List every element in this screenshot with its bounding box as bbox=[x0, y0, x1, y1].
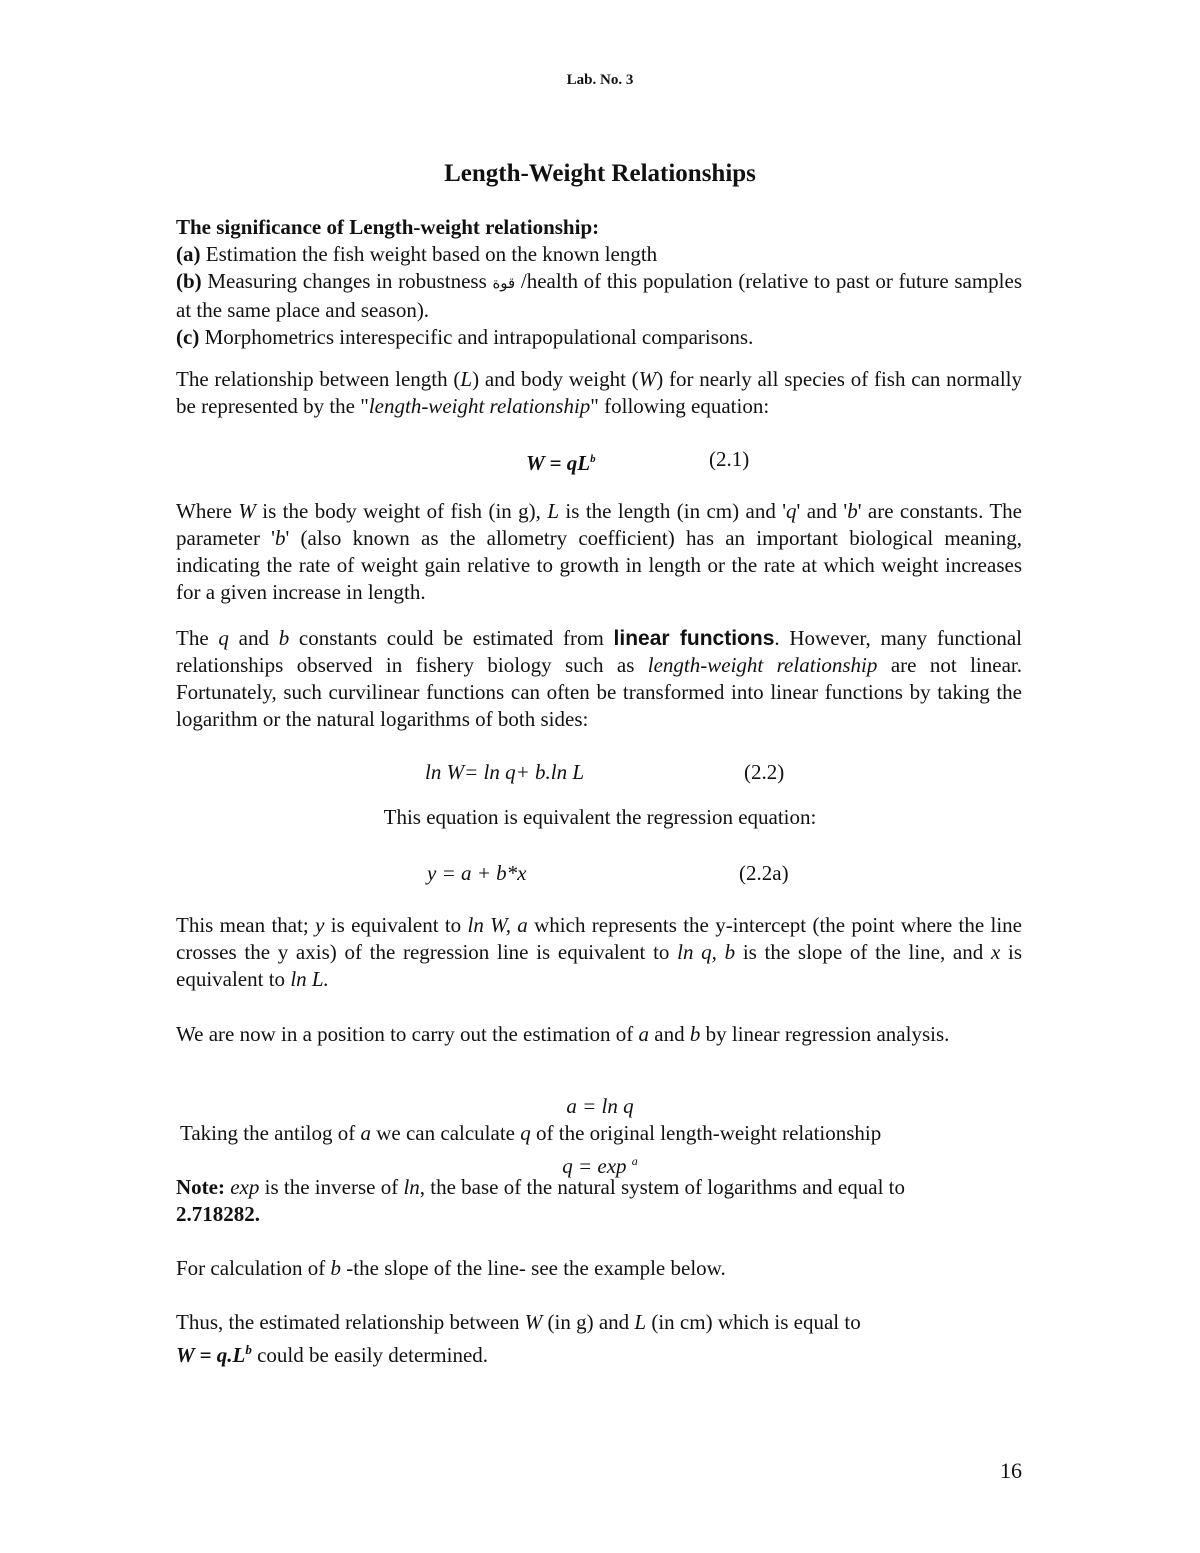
equation-number: (2.1) bbox=[709, 447, 750, 471]
significance-item-b: (b) Measuring changes in robustness قوة /health of this population (relative to past or future samples at the same place and season). bbox=[176, 269, 1023, 322]
equation-2-2a bbox=[0, 858, 1200, 888]
note-paragraph: Note: exp is the inverse of ln, the base of the natural system of logarithms and equal to 2.718282. bbox=[176, 1175, 905, 1226]
equation-a-ln-q: a = ln q bbox=[566, 1094, 634, 1118]
paragraph-estimation: We are now in a position to carry out the estimation of a and b by linear regression analysis. bbox=[176, 1022, 950, 1046]
paragraph-slope: For calculation of b -the slope of the line- see the example below. bbox=[176, 1256, 726, 1280]
paragraph-meaning: This mean that; y is equivalent to ln W, a which represents the y-intercept (the point where the line crosses the y axis) of the regression line is equivalent to ln q, b is the slope of the line, and x is equivalent to ln L. bbox=[176, 913, 1022, 991]
equation-expression: ln W= ln q+ b.ln L bbox=[425, 760, 585, 784]
final-formula: $W = q.L^b$ bbox=[176, 1342, 252, 1367]
paragraph-relationship: The relationship between length (L) and body weight (W) for nearly all species of fish can normally be represented by the "length-weight relationship" following equation: bbox=[176, 367, 1022, 418]
equivalent-sentence: This equation is equivalent the regression equation: bbox=[383, 805, 817, 829]
antilog-sentence: Taking the antilog of a we can calculate q of the original length-weight relationship bbox=[180, 1121, 882, 1145]
equation-2-2 bbox=[0, 757, 1200, 787]
paragraph-where: Where W is the body weight of fish (in g), L is the length (in cm) and 'q' and 'b' are constants. The parameter 'b' (also known as the allometry coefficient) has an important biological meaning, indicating the rate of weight gain relative to growth in length or the rate at which weight increases for a given increase in length. bbox=[176, 499, 1023, 604]
paragraph-constants: The q and b constants could be estimated from linear functions. However, many functional relationships observed in fishery biology such as length-weight relationship are not linear. Fortunately, such curvilinear functions can often be transformed into linear functions by taking the logarithm or the natural logarithms of both sides: bbox=[176, 626, 1022, 731]
page-title: Length-Weight Relationships bbox=[444, 160, 756, 187]
significance-heading: The significance of Length-weight relationship: bbox=[176, 215, 600, 239]
significance-item-c: (c) Morphometrics interespecific and intrapopulational comparisons. bbox=[176, 325, 754, 349]
equation-number: (2.2) bbox=[744, 760, 785, 784]
page-header: Lab. No. 3 bbox=[566, 72, 634, 88]
equation-expression: y = a + b*x bbox=[427, 861, 527, 885]
arabic-word: قوة bbox=[492, 274, 516, 292]
page-number: 16 bbox=[1000, 1458, 1022, 1483]
equation-q-exp: q = exp $^a$ bbox=[562, 1154, 638, 1178]
equation-number: (2.2a) bbox=[739, 861, 789, 885]
paragraph-conclusion: Thus, the estimated relationship between W (in g) and L (in cm) which is equal to $W = q.L^b$ could be easily determined. bbox=[176, 1310, 861, 1367]
significance-section bbox=[176, 214, 1022, 351]
significance-item-a: (a) Estimation the fish weight based on the known length bbox=[176, 242, 658, 266]
equation-2-1 bbox=[0, 444, 1200, 474]
equation-expression: $W = qL^b$ bbox=[526, 451, 596, 475]
